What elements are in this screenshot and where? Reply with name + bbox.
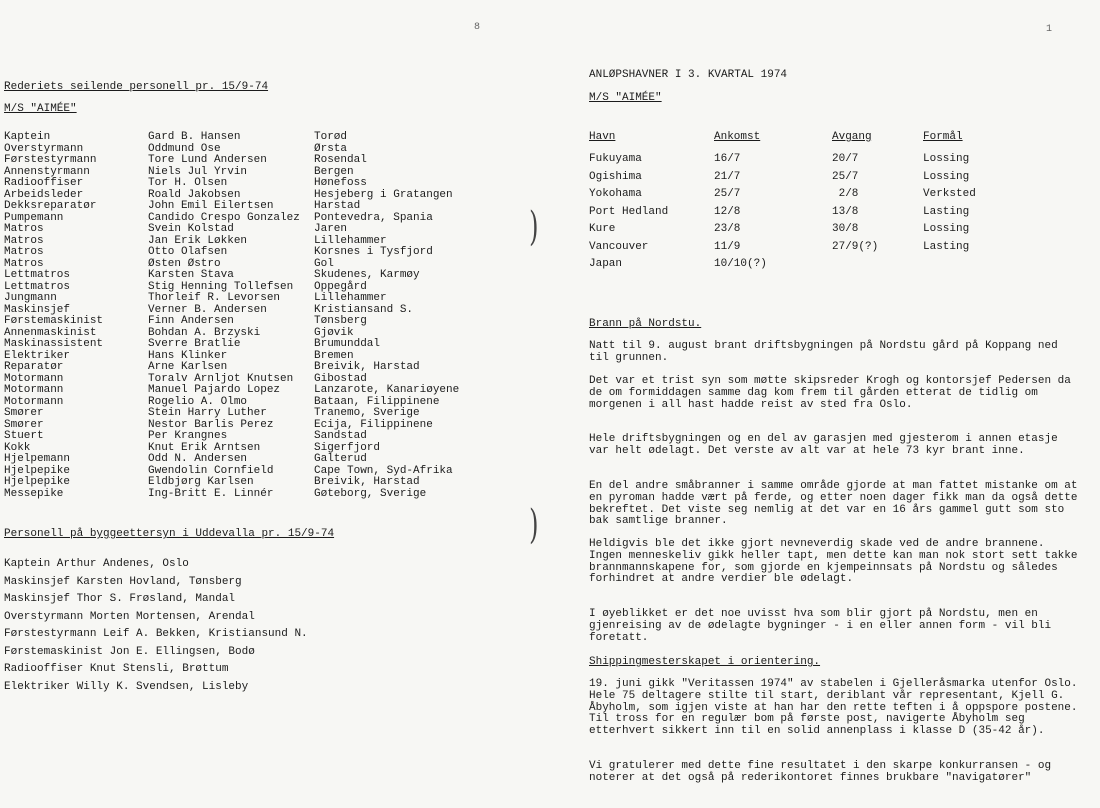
port-havn: Port Hedland [589, 205, 669, 218]
margin-bracket-bottom: ) [529, 502, 539, 548]
crew-role: Dekksreparatør [4, 200, 97, 212]
crew-place: Lillehammer [314, 292, 387, 304]
crew-name: Østen Østro [148, 257, 221, 270]
crew-name: Stig Henning Tollefsen [148, 280, 294, 293]
brann-paragraph: Heldigvis ble det ikke gjort nevneverdig skade ved de andre brannene. Ingen menneskeliv gikk heller tapt, men dette kan man nok stort sett takke brannmannskapene for, som gjorde en kjempeinnsats på Nordstu og således forhindret at andre verdier ble ødelagt. [589, 538, 1078, 586]
right-ship-name: M/S "AIMÉE" [589, 92, 662, 104]
crew-name: Per Krangnes [148, 430, 228, 442]
crew-place: Galterud [314, 453, 367, 465]
crew-name: Verner B. Andersen [148, 303, 267, 316]
crew-role: Arbeidsleder [4, 188, 84, 201]
crew-name: Odd N. Andersen [148, 453, 248, 465]
uddevalla-item: Kaptein Arthur Andenes, Oslo [4, 558, 189, 570]
uddevalla-item: Førstestyrmann Leif A. Bekken, Kristiansund N. [4, 628, 308, 640]
crew-role: Hjelpepike [4, 476, 71, 488]
crew-place: Korsnes i Tysfjord [314, 246, 433, 258]
crew-name: Candido Crespo Gonzalez [148, 211, 300, 224]
crew-place: Jaren [314, 223, 348, 235]
port-avgang: 2/8 [832, 188, 859, 200]
port-ankomst: 10/10(?) [714, 258, 767, 270]
port-row [589, 242, 1013, 260]
crew-place: Gol [314, 257, 334, 270]
crew-name: Roald Jakobsen [148, 188, 241, 201]
port-row [589, 259, 1013, 277]
crew-place: Tønsberg [314, 315, 367, 327]
brann-paragraph: I øyeblikket er det noe uvisst hva som blir gjort på Nordstu, men en gjenreising av de ødelagte bygninger - i en eller annen form - vil bli foretatt. [589, 608, 1052, 644]
port-avgang [832, 259, 923, 277]
crew-role: Smører [4, 418, 44, 431]
crew-name: Niels Jul Yrvin [148, 165, 248, 178]
port-havn: Fukuyama [589, 153, 642, 165]
crew-role: Førstemaskinist [4, 315, 104, 327]
port-row [589, 154, 1013, 172]
shipping-title: Shippingmesterskapet i orientering. [589, 656, 821, 668]
port-havn: Japan [589, 258, 623, 270]
uddevalla-title: Personell på byggeettersyn i Uddevalla pr. 15/9-74 [4, 528, 335, 540]
crew-place: Brumunddal [314, 338, 381, 350]
crew-place: Ørsta [314, 142, 348, 155]
brann-paragraph: Natt til 9. august brant driftsbygningen på Nordstu gård på Koppang ned til grunnen. [589, 340, 1058, 364]
crew-name: Arne Karlsen [148, 361, 228, 373]
port-havn: Vancouver [589, 240, 649, 253]
crew-name: Svein Kolstad [148, 223, 234, 235]
crew-role: Kaptein [4, 131, 51, 143]
port-havn: Ogishima [589, 170, 642, 183]
ports-table [589, 132, 1013, 277]
crew-place: Ecija, Filippinene [314, 418, 433, 431]
crew-place: Skudenes, Karmøy [314, 269, 420, 281]
crew-name: Stein Harry Luther [148, 407, 267, 419]
crew-role: Reparatør [4, 361, 64, 373]
crew-role: Motormann [4, 395, 64, 408]
crew-role: Overstyrmann [4, 142, 84, 155]
port-formal: Lossing [923, 223, 970, 235]
crew-name: Knut Erik Arntsen [148, 441, 261, 454]
port-havn: Yokohama [589, 188, 642, 200]
ports-header-avgang: Avgang [832, 131, 872, 143]
ports-header-row [589, 132, 1013, 154]
port-ankomst: 11/9 [714, 240, 741, 253]
crew-place: Hønefoss [314, 177, 367, 189]
crew-role: Førstestyrmann [4, 154, 97, 166]
crew-place: Bremen [314, 349, 354, 362]
port-avgang: 27/9(?) [832, 240, 879, 253]
crew-name: Gard B. Hansen [148, 131, 241, 143]
crew-role: Lettmatros [4, 280, 71, 293]
port-formal: Lasting [923, 205, 970, 218]
port-avgang: 20/7 [832, 153, 859, 165]
port-row [589, 224, 1013, 242]
brann-paragraph: Hele driftsbygningen og en del av garasjen med gjesterom i annen etasje var helt ødelagt. Det verste av alt var at hele 73 kyr brant inne. [589, 433, 1058, 457]
crew-list-title: Rederiets seilende personell pr. 15/9-74 [4, 81, 269, 93]
port-avgang: 30/8 [832, 223, 859, 235]
crew-name: Tore Lund Andersen [148, 154, 267, 166]
port-ankomst: 23/8 [714, 223, 741, 235]
uddevalla-item: Førstemaskinist Jon E. Ellingsen, Bodø [4, 645, 255, 658]
crew-place: Pontevedra, Spania [314, 211, 433, 224]
brann-title: Brann på Nordstu. [589, 318, 702, 330]
ports-header-formal: Formål [923, 131, 963, 143]
port-ankomst: 21/7 [714, 170, 741, 183]
crew-name: Toralv Arnljot Knutsen [148, 372, 294, 385]
port-havn: Kure [589, 223, 616, 235]
ports-header-havn: Havn [589, 131, 616, 143]
crew-place: Tranemo, Sverige [314, 407, 420, 419]
crew-role: Matros [4, 257, 44, 270]
crew-role: Matros [4, 246, 44, 258]
crew-name: John Emil Eilertsen [148, 200, 274, 212]
crew-role: Pumpemann [4, 211, 64, 224]
uddevalla-list [4, 556, 308, 696]
crew-name: Sverre Bratlie [148, 338, 241, 350]
crew-place: Bergen [314, 165, 354, 178]
crew-role: Maskinsjef [4, 303, 71, 316]
crew-role: Annenstyrmann [4, 165, 90, 178]
port-formal: Verksted [923, 188, 976, 200]
brann-paragraph: Det var et trist syn som møtte skipsreder Krogh og kontorsjef Pedersen da de om formiddagen samme dag kom frem til gården etterat de tidlig om morgenen i all hast hadde reist av sted fra Oslo. [589, 375, 1071, 411]
crew-role: Motormann [4, 372, 64, 385]
port-row [589, 189, 1013, 207]
crew-place: Cape Town, Syd-Afrika [314, 464, 453, 477]
crew-place: Torød [314, 131, 348, 143]
crew-place: Gøteborg, Sverige [314, 487, 427, 500]
crew-place: Gibostad [314, 372, 367, 385]
crew-place: Sandstad [314, 430, 367, 442]
crew-name: Hans Klinker [148, 349, 228, 362]
crew-role: Jungmann [4, 292, 57, 304]
crew-place: Harstad [314, 200, 361, 212]
crew-name: Thorleif R. Levorsen [148, 292, 281, 304]
port-formal: Lossing [923, 153, 970, 165]
shipping-paragraph: 19. juni gikk "Veritassen 1974" av stabelen i Gjelleråsmarka utenfor Oslo. Hele 75 deltagere stilte til start, deriblant vår representant, Kjell G. Åbyholm, som igjen viste at han har den rette teften i å oppspore postene. Til tross for en regulær bom på første post, navigerte Åbyholm seg etterhvert sikkert inn til en solid annenplass i klasse D (35-42 år). [589, 678, 1078, 738]
port-row [589, 172, 1013, 190]
crew-role: Smører [4, 407, 44, 419]
crew-name: Bohdan A. Brzyski [148, 326, 261, 339]
uddevalla-item: Overstyrmann Morten Mortensen, Arendal [4, 610, 255, 623]
port-row [589, 207, 1013, 225]
port-formal: Lasting [923, 240, 970, 253]
crew-name: Rogelio A. Olmo [148, 395, 248, 408]
crew-role: Matros [4, 234, 44, 247]
crew-place-column [314, 132, 459, 500]
port-avgang: 13/8 [832, 205, 859, 218]
margin-bracket-top: ) [529, 204, 539, 250]
port-avgang: 25/7 [832, 170, 859, 183]
crew-place: Sigerfjord [314, 441, 381, 454]
crew-name: Finn Andersen [148, 315, 234, 327]
crew-name: Tor H. Olsen [148, 177, 228, 189]
ports-header-ankomst: Ankomst [714, 131, 761, 143]
crew-role: Lettmatros [4, 269, 71, 281]
crew-name-column [148, 132, 300, 500]
left-ship-name: M/S "AIMÉE" [4, 103, 77, 115]
crew-name: Karsten Stava [148, 269, 234, 281]
crew-name: Manuel Pajardo Lopez [148, 384, 281, 396]
port-formal [923, 259, 1013, 277]
port-ankomst: 12/8 [714, 205, 741, 218]
crew-role: Hjelpemann [4, 453, 71, 465]
ports-title: ANLØPSHAVNER I 3. KVARTAL 1974 [589, 69, 788, 81]
crew-role: Radiooffiser [4, 177, 84, 189]
crew-role: Stuert [4, 430, 44, 442]
uddevalla-item: Elektriker Willy K. Svendsen, Lisleby [4, 680, 249, 693]
port-formal: Lossing [923, 170, 970, 183]
crew-role: Elektriker [4, 349, 71, 362]
crew-role: Motormann [4, 384, 64, 396]
port-ankomst: 16/7 [714, 153, 741, 165]
crew-place: Oppegård [314, 280, 367, 293]
crew-place: Bataan, Filippinene [314, 395, 440, 408]
crew-role-column [4, 132, 103, 500]
crew-name: Eldbjørg Karlsen [148, 476, 254, 488]
brann-paragraph: En del andre småbranner i samme område gjorde at man fattet mistanke om at en pyroman hadde vært på ferde, og etter noen dager fikk man da også dette bekreftet. Det viste seg nemlig at det var en 16 års gammel gutt som sto bak samtlige branner. [589, 480, 1078, 528]
crew-name: Nestor Barlis Perez [148, 418, 274, 431]
crew-place: Breivik, Harstad [314, 476, 420, 488]
port-ankomst: 25/7 [714, 188, 741, 200]
crew-role: Hjelpepike [4, 464, 71, 477]
crew-name: Oddmund Ose [148, 142, 221, 155]
uddevalla-item: Radiooffiser Knut Stensli, Brøttum [4, 663, 229, 675]
uddevalla-item: Maskinsjef Thor S. Frøsland, Mandal [4, 593, 236, 605]
shipping-paragraph: Vi gratulerer med dette fine resultatet i den skarpe konkurransen - og noterer at det også på rederikontoret finnes brukbare "navigatører" [589, 760, 1052, 784]
crew-place: Lillehammer [314, 234, 387, 247]
left-page-number: 8 [474, 22, 481, 33]
crew-place: Breivik, Harstad [314, 361, 420, 373]
crew-name: Otto Olafsen [148, 246, 228, 258]
crew-role: Annenmaskinist [4, 326, 97, 339]
crew-name: Jan Erik Løkken [148, 234, 248, 247]
crew-name: Ing-Britt E. Linnér [148, 487, 274, 500]
crew-name: Gwendolin Cornfield [148, 464, 274, 477]
crew-place: Hesjeberg i Gratangen [314, 188, 453, 201]
crew-role: Kokk [4, 441, 31, 454]
crew-place: Kristiansand S. [314, 303, 414, 316]
right-page-number: 1 [1046, 24, 1053, 35]
crew-place: Gjøvik [314, 326, 354, 339]
crew-role: Messepike [4, 487, 64, 500]
uddevalla-item: Maskinsjef Karsten Hovland, Tønsberg [4, 575, 242, 588]
crew-role: Maskinassistent [4, 338, 104, 350]
crew-place: Lanzarote, Kanariøyene [314, 384, 460, 396]
crew-place: Rosendal [314, 154, 367, 166]
crew-role: Matros [4, 223, 44, 235]
